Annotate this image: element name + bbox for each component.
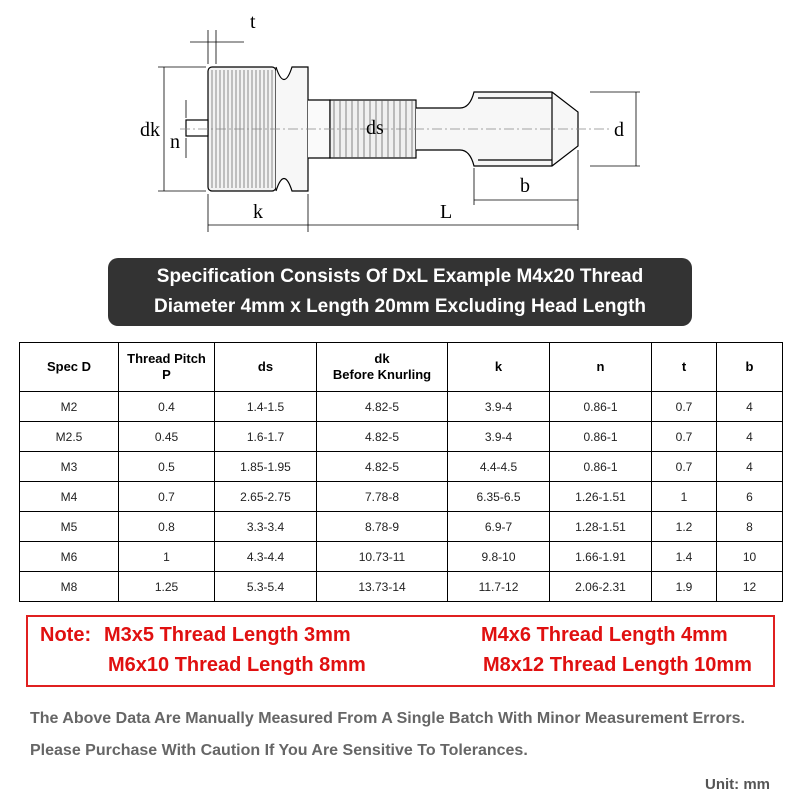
table-cell: 4.4-4.5 xyxy=(448,452,550,482)
table-cell: 1 xyxy=(119,542,215,572)
label-k: k xyxy=(253,201,263,223)
table-cell: 1.4-1.5 xyxy=(215,392,317,422)
label-d: d xyxy=(614,119,624,141)
table-row xyxy=(20,452,783,482)
table-cell: 1.9 xyxy=(652,572,717,602)
table-cell: 0.5 xyxy=(119,452,215,482)
table-cell: 1.25 xyxy=(119,572,215,602)
table-cell: M2.5 xyxy=(20,422,119,452)
header-spec-d: Spec D xyxy=(20,343,119,392)
spec-table xyxy=(19,342,783,602)
table-cell: 3.9-4 xyxy=(448,422,550,452)
header-b: b xyxy=(717,343,783,392)
label-dk: dk xyxy=(140,119,160,141)
header-thread-pitch: Thread Pitch P xyxy=(119,343,215,392)
table-cell: M8 xyxy=(20,572,119,602)
table-cell: 13.73-14 xyxy=(317,572,448,602)
table-cell: 0.7 xyxy=(652,452,717,482)
table-cell: 3.3-3.4 xyxy=(215,512,317,542)
table-cell: 6 xyxy=(717,482,783,512)
table-cell: 0.7 xyxy=(652,392,717,422)
header-dk: dk Before Knurling xyxy=(317,343,448,392)
table-header-row xyxy=(20,343,783,392)
label-L: L xyxy=(440,201,453,223)
table-cell: 1 xyxy=(652,482,717,512)
label-n: n xyxy=(170,131,180,153)
table-cell: 6.9-7 xyxy=(448,512,550,542)
table-cell: M4 xyxy=(20,482,119,512)
table-row xyxy=(20,392,783,422)
table-cell: 1.28-1.51 xyxy=(550,512,652,542)
table-row xyxy=(20,482,783,512)
note-box xyxy=(26,615,775,687)
table-cell: 4 xyxy=(717,452,783,482)
table-row xyxy=(20,542,783,572)
disclaimer-line-1: The Above Data Are Manually Measured From A Single Batch With Minor Measurement Errors. xyxy=(30,710,745,727)
header-n: n xyxy=(550,343,652,392)
table-cell: 1.2 xyxy=(652,512,717,542)
spec-banner xyxy=(108,258,692,326)
table-cell: 8.78-9 xyxy=(317,512,448,542)
table-cell: 2.65-2.75 xyxy=(215,482,317,512)
table-row xyxy=(20,572,783,602)
header-ds: ds xyxy=(215,343,317,392)
table-cell: 12 xyxy=(717,572,783,602)
table-cell: 0.7 xyxy=(119,482,215,512)
table-cell: 1.85-1.95 xyxy=(215,452,317,482)
table-row xyxy=(20,422,783,452)
table-cell: 3.9-4 xyxy=(448,392,550,422)
table-cell: 10 xyxy=(717,542,783,572)
label-ds: ds xyxy=(366,117,384,139)
unit-label: Unit: mm xyxy=(705,776,770,793)
table-cell: 6.35-6.5 xyxy=(448,482,550,512)
screw-technical-drawing xyxy=(0,0,800,250)
table-cell: 0.7 xyxy=(652,422,717,452)
table-cell: 4 xyxy=(717,422,783,452)
header-t: t xyxy=(652,343,717,392)
banner-line-1: Specification Consists Of DxL Example M4x20 Thread xyxy=(156,266,644,287)
table-cell: 7.78-8 xyxy=(317,482,448,512)
table-cell: M3 xyxy=(20,452,119,482)
table-cell: 4.82-5 xyxy=(317,422,448,452)
table-cell: 8 xyxy=(717,512,783,542)
table-cell: 0.86-1 xyxy=(550,422,652,452)
table-cell: 0.4 xyxy=(119,392,215,422)
table-cell: M5 xyxy=(20,512,119,542)
table-cell: 1.26-1.51 xyxy=(550,482,652,512)
table-cell: 2.06-2.31 xyxy=(550,572,652,602)
label-t: t xyxy=(250,11,256,33)
table-cell: 4 xyxy=(717,392,783,422)
note-prefix: Note: xyxy=(40,624,92,646)
banner-line-2: Diameter 4mm x Length 20mm Excluding Head Length xyxy=(154,296,646,317)
note-item-3: M6x10 Thread Length 8mm xyxy=(108,654,366,676)
table-cell: M2 xyxy=(20,392,119,422)
table-cell: 5.3-5.4 xyxy=(215,572,317,602)
table-cell: 0.86-1 xyxy=(550,392,652,422)
table-cell: 0.86-1 xyxy=(550,452,652,482)
table-cell: 9.8-10 xyxy=(448,542,550,572)
table-cell: 0.8 xyxy=(119,512,215,542)
note-item-4: M8x12 Thread Length 10mm xyxy=(483,654,752,676)
table-cell: 4.82-5 xyxy=(317,452,448,482)
note-item-1: M3x5 Thread Length 3mm xyxy=(104,624,351,646)
note-item-2: M4x6 Thread Length 4mm xyxy=(481,624,728,646)
header-k: k xyxy=(448,343,550,392)
table-cell: M6 xyxy=(20,542,119,572)
label-b: b xyxy=(520,175,530,197)
table-cell: 4.82-5 xyxy=(317,392,448,422)
table-cell: 1.66-1.91 xyxy=(550,542,652,572)
table-cell: 0.45 xyxy=(119,422,215,452)
table-cell: 4.3-4.4 xyxy=(215,542,317,572)
table-cell: 1.6-1.7 xyxy=(215,422,317,452)
disclaimer-line-2: Please Purchase With Caution If You Are Sensitive To Tolerances. xyxy=(30,742,528,759)
table-row xyxy=(20,512,783,542)
table-cell: 10.73-11 xyxy=(317,542,448,572)
table-cell: 1.4 xyxy=(652,542,717,572)
table-cell: 11.7-12 xyxy=(448,572,550,602)
